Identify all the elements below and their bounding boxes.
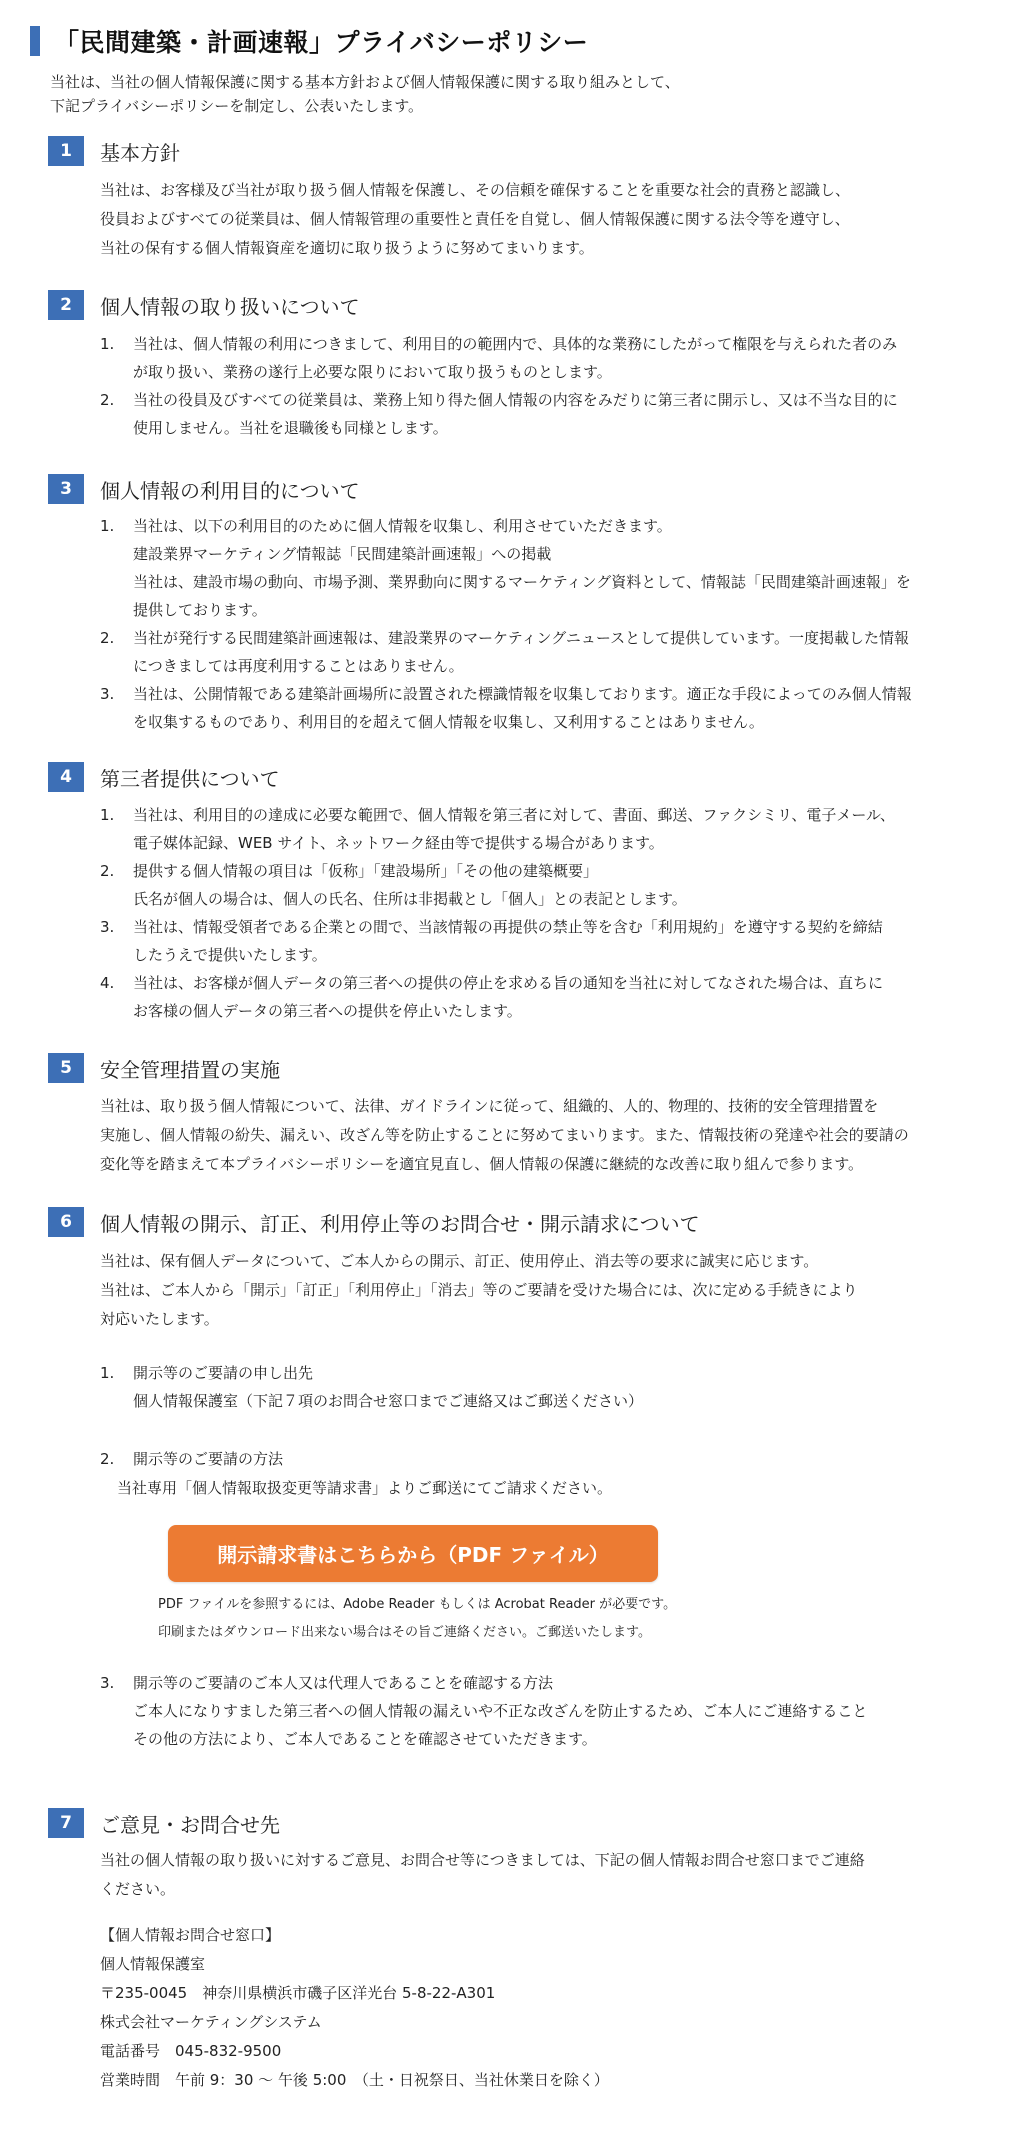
section-3-list bbox=[100, 512, 1000, 736]
section-4-list bbox=[100, 801, 1000, 1025]
page-title bbox=[30, 24, 588, 58]
list-item: 1. 当社は、利用目的の達成に必要な範囲で、個人情報を第三者に対して、書面、郵送、ファクシミリ、電子メール、 電子媒体記録、WEB サイト、ネットワーク経由等で提供する場合があります。 bbox=[100, 806, 895, 852]
contact-company: 株式会社マーケティングシステム bbox=[100, 2013, 322, 2031]
section-heading-1 bbox=[48, 136, 180, 166]
list-item: 2. 開示等のご要請の方法 bbox=[100, 1450, 284, 1468]
contact-hours: 営業時間 午前 9：30 〜 午後 5:00 （土・日祝祭日、当社休業日を除く） bbox=[100, 2071, 609, 2089]
list-item: 4. 当社は、お客様が個人データの第三者への提供の停止を求める旨の通知を当社に対してなされた場合は、直ちに お客様の個人データの第三者への提供を停止いたします。 bbox=[100, 974, 884, 1020]
title-accent-bar bbox=[30, 26, 40, 56]
section-title: 個人情報の取り扱いについて bbox=[100, 294, 360, 319]
list-item: 1. 当社は、個人情報の利用につきまして、利用目的の範囲内で、具体的な業務にしたがって権限を与えられた者のみ が取り扱い、業務の遂行上必要な限りにおいて取り扱うものとします。 bbox=[100, 335, 898, 381]
section-heading-5 bbox=[48, 1053, 280, 1083]
section-6-item-2-detail: 当社専用「個人情報取扱変更等請求書」よりご郵送にてご請求ください。 bbox=[117, 1479, 613, 1497]
section-title: ご意見・お問合せ先 bbox=[100, 1812, 280, 1837]
list-item: 3. 当社は、情報受領者である企業との間で、当該情報の再提供の禁止等を含む「利用規約」を遵守する契約を締結 したうえで提供いたします。 bbox=[100, 918, 883, 964]
list-item: 2. 提供する個人情報の項目は「仮称」「建設場所」「その他の建築概要」 氏名が個人の場合は、個人の氏名、住所は非掲載とし「個人」との表記とします。 bbox=[100, 862, 687, 908]
section-heading-6 bbox=[48, 1207, 700, 1237]
section-number-badge: 1 bbox=[48, 136, 84, 166]
section-heading-7 bbox=[48, 1808, 280, 1838]
section-6-item-3 bbox=[100, 1669, 1000, 1753]
list-item: 3. 当社は、公開情報である建築計画場所に設置された標識情報を収集しております。適正な手段によってのみ個人情報 を収集するものであり、利用目的を超えて個人情報を収集し、又利用することはありません。 bbox=[100, 685, 912, 731]
section-6-item-2 bbox=[100, 1445, 1000, 1473]
section-7-body: 当社の個人情報の取り扱いに対するご意見、お問合せ等につきましては、下記の個人情報お問合せ窓口までご連絡 ください。 bbox=[100, 1851, 865, 1898]
section-heading-4 bbox=[48, 762, 280, 792]
pdf-request-form-button[interactable]: 開示請求書はこちらから（PDF ファイル） bbox=[168, 1525, 658, 1582]
section-number-badge: 5 bbox=[48, 1053, 84, 1083]
section-1-body: 当社は、お客様及び当社が取り扱う個人情報を保護し、その信頼を確保することを重要な社会的責務と認識し、 役員およびすべての従業員は、個人情報管理の重要性と責任を自覚し、個人情報保護に関する法令等を遵守し、 当社の保有する個人情報資産を適切に取り扱うように努めてまいります。 bbox=[100, 181, 851, 257]
list-item: 2. 当社の役員及びすべての従業員は、業務上知り得た個人情報の内容をみだりに第三者に開示し、又は不当な目的に 使用しません。当社を退職後も同様とします。 bbox=[100, 391, 898, 437]
list-item: 3. 開示等のご要請のご本人又は代理人であることを確認する方法 ご本人になりすました第三者への個人情報の漏えいや不正な改ざんを防止するため、ご本人にご連絡すること その他の方法により、ご本人であることを確認させていただきます。 bbox=[100, 1674, 868, 1748]
list-item: 1. 開示等のご要請の申し出先 個人情報保護室（下記７項のお問合せ窓口までご連絡又はご郵送ください） bbox=[100, 1364, 644, 1410]
contact-address: 〒235-0045 神奈川県横浜市磯子区洋光台 5-8-22-A301 bbox=[100, 1984, 496, 2002]
list-item: 1. 当社は、以下の利用目的のために個人情報を収集し、利用させていただきます。 建設業界マーケティング情報誌「民間建築計画速報」への掲載 当社は、建設市場の動向、市場予測、業界動向に関するマーケティング資料として、情報誌「民間建築計画速報」を 提供しております。 bbox=[100, 517, 911, 619]
section-number-badge: 3 bbox=[48, 474, 84, 504]
contact-department: 個人情報保護室 bbox=[100, 1955, 206, 1973]
section-number-badge: 7 bbox=[48, 1808, 84, 1838]
section-title: 第三者提供について bbox=[100, 766, 280, 791]
section-2-list bbox=[100, 330, 1000, 442]
section-number-badge: 4 bbox=[48, 762, 84, 792]
section-number-badge: 2 bbox=[48, 290, 84, 320]
contact-phone: 電話番号 045-832-9500 bbox=[100, 2042, 282, 2060]
page-title-text: 「民間建築・計画速報」プライバシーポリシー bbox=[54, 28, 589, 57]
section-title: 安全管理措置の実施 bbox=[100, 1057, 280, 1082]
contact-heading: 【個人情報お問合せ窓口】 bbox=[100, 1926, 281, 1944]
section-title: 個人情報の開示、訂正、利用停止等のお問合せ・開示請求について bbox=[100, 1211, 700, 1236]
section-heading-3 bbox=[48, 474, 360, 504]
section-5-body: 当社は、取り扱う個人情報について、法律、ガイドラインに従って、組織的、人的、物理的、技術的安全管理措置を 実施し、個人情報の紛失、漏えい、改ざん等を防止することに努めてまいります。また、情報技術の発達や社会的要請の 変化等を踏まえて本プライバシーポリシーを適宜見直し、個人情報の保護に継続的な改善に取り組んで参ります。 bbox=[100, 1097, 909, 1173]
section-6-item-1 bbox=[100, 1359, 1000, 1415]
intro-text: 当社は、当社の個人情報保護に関する基本方針および個人情報保護に関する取り組みとして、 下記プライバシーポリシーを制定し、公表いたします。 bbox=[50, 73, 680, 115]
section-title: 個人情報の利用目的について bbox=[100, 478, 360, 503]
section-number-badge: 6 bbox=[48, 1207, 84, 1237]
contact-block bbox=[100, 1921, 1000, 2095]
pdf-reader-note: PDF ファイルを参照するには、Adobe Reader もしくは Acrobat Reader が必要です。 印刷またはダウンロード出来ない場合はその旨ご連絡ください。ご郵送いたします。 bbox=[158, 1597, 677, 1640]
section-6-body: 当社は、保有個人データについて、ご本人からの開示、訂正、使用停止、消去等の要求に誠実に応じます。 当社は、ご本人から「開示」「訂正」「利用停止」「消去」等のご要請を受けた場合には、次に定める手続きにより 対応いたします。 bbox=[100, 1252, 858, 1328]
list-item: 2. 当社が発行する民間建築計画速報は、建設業界のマーケティングニュースとして提供しています。一度掲載した情報 につきましては再度利用することはありません。 bbox=[100, 629, 909, 675]
section-heading-2 bbox=[48, 290, 360, 320]
section-title: 基本方針 bbox=[100, 140, 180, 165]
